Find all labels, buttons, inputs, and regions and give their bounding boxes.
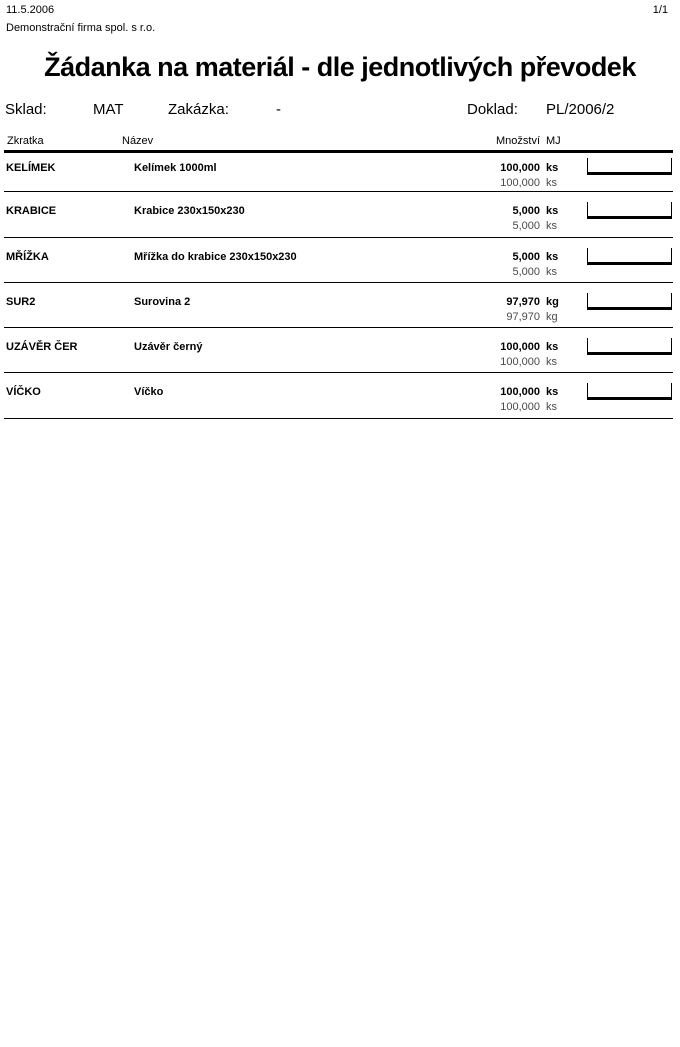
item-unit-line1: ks bbox=[546, 341, 559, 353]
warehouse-value: MAT bbox=[93, 101, 124, 118]
table-row bbox=[4, 328, 673, 373]
item-name: Uzávěr černý bbox=[134, 341, 203, 353]
item-code: KRABICE bbox=[6, 205, 57, 217]
fill-in-box-bottom bbox=[587, 383, 672, 398]
fill-in-box-bottom bbox=[587, 202, 672, 217]
item-quantity-line2: 5,000 bbox=[512, 266, 540, 278]
item-quantity-line2: 100,000 bbox=[500, 401, 540, 413]
item-quantity-line2: 100,000 bbox=[500, 356, 540, 368]
item-unit-line2: ks bbox=[546, 220, 557, 232]
item-code: MŘÍŽKA bbox=[6, 251, 49, 263]
table-row bbox=[4, 373, 673, 419]
item-quantity-line1: 97,970 bbox=[506, 296, 540, 308]
table-row bbox=[4, 283, 673, 328]
page-number: 1/1 bbox=[652, 4, 668, 16]
company-name: Demonstrační firma spol. s r.o. bbox=[6, 22, 156, 34]
item-quantity-line2: 100,000 bbox=[500, 177, 540, 189]
warehouse-label: Sklad: bbox=[5, 101, 47, 118]
column-header-name: Název bbox=[122, 135, 154, 147]
column-header-unit: MJ bbox=[546, 135, 561, 147]
item-name: Surovina 2 bbox=[134, 296, 191, 308]
item-code: KELÍMEK bbox=[6, 162, 56, 174]
item-quantity-line1: 100,000 bbox=[500, 162, 540, 174]
table-row bbox=[4, 153, 673, 192]
item-unit-line1: ks bbox=[546, 251, 559, 263]
item-code: VÍČKO bbox=[6, 386, 41, 398]
column-header-quantity: Množství bbox=[495, 135, 540, 147]
fill-in-box-bottom bbox=[587, 293, 672, 308]
table-row bbox=[4, 192, 673, 238]
document-value: PL/2006/2 bbox=[546, 101, 615, 118]
item-unit-line2: kg bbox=[546, 311, 558, 323]
column-header-code: Zkratka bbox=[7, 135, 44, 147]
item-unit-line1: ks bbox=[546, 205, 559, 217]
fill-in-box-bottom bbox=[587, 248, 672, 263]
item-name: Mřížka do krabice 230x150x230 bbox=[134, 251, 297, 263]
item-quantity-line2: 5,000 bbox=[512, 220, 540, 232]
document-label: Doklad: bbox=[467, 101, 518, 118]
item-unit-line1: ks bbox=[546, 386, 559, 398]
item-code: UZÁVĚR ČER bbox=[6, 341, 78, 353]
item-unit-line2: ks bbox=[546, 266, 557, 278]
items-table bbox=[4, 153, 673, 419]
item-quantity-line1: 100,000 bbox=[500, 386, 540, 398]
report-title: Žádanka na materiál - dle jednotlivých převodek bbox=[44, 52, 636, 82]
item-name: Krabice 230x150x230 bbox=[134, 205, 245, 217]
item-unit-line1: ks bbox=[546, 162, 559, 174]
report-date: 11.5.2006 bbox=[6, 4, 55, 16]
order-value: - bbox=[276, 101, 281, 118]
item-name: Víčko bbox=[134, 386, 164, 398]
fill-in-box-bottom bbox=[587, 338, 672, 353]
order-label: Zakázka: bbox=[168, 101, 229, 118]
item-quantity-line1: 5,000 bbox=[512, 251, 540, 263]
item-quantity-line2: 97,970 bbox=[506, 311, 540, 323]
item-name: Kelímek 1000ml bbox=[134, 162, 217, 174]
item-unit-line2: ks bbox=[546, 177, 557, 189]
item-code: SUR2 bbox=[6, 296, 36, 308]
item-unit-line2: ks bbox=[546, 356, 557, 368]
item-quantity-line1: 5,000 bbox=[512, 205, 540, 217]
fill-in-box-bottom bbox=[587, 158, 672, 173]
item-unit-line2: ks bbox=[546, 401, 557, 413]
item-quantity-line1: 100,000 bbox=[500, 341, 540, 353]
table-row bbox=[4, 238, 673, 283]
item-unit-line1: kg bbox=[546, 296, 559, 308]
